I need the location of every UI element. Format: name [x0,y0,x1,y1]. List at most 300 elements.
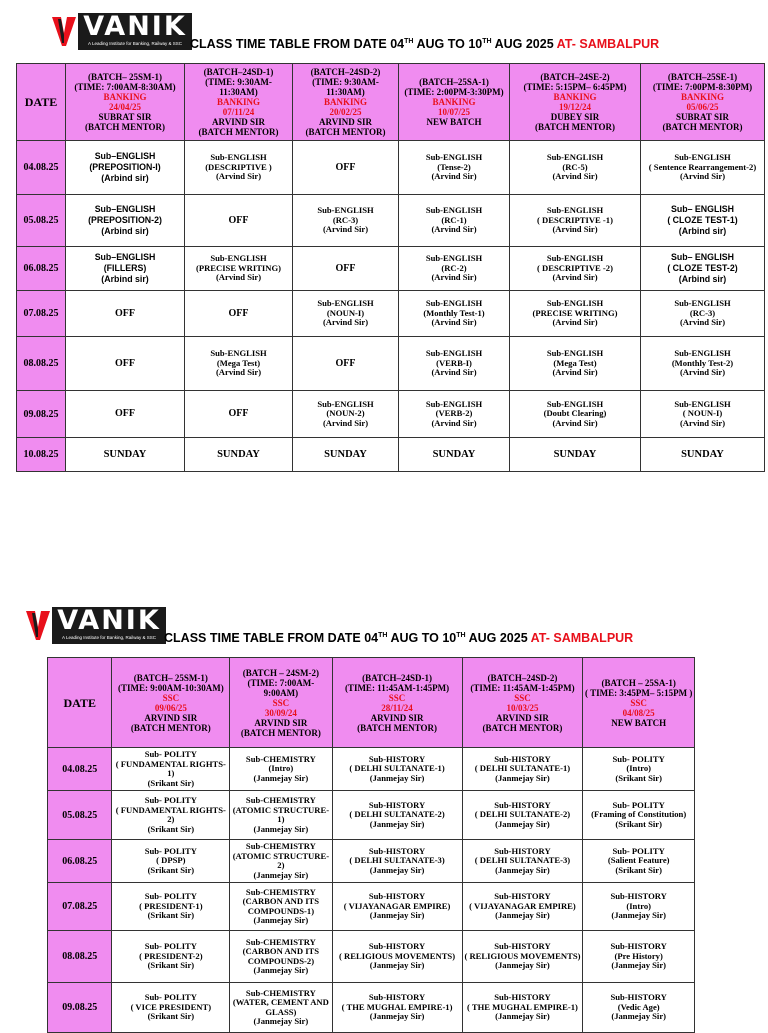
cell-line: (ATOMIC STRUCTURE-2) [232,850,330,870]
cell-line: Sub- POLITY [612,845,665,856]
batch-date: 05/06/25 [686,102,719,112]
cell-line: (Arvind Sir) [679,367,726,378]
cell-line: (Janmejay Sir) [369,910,425,921]
cell-line: ( RELIGIOUS MOVEMENTS) [339,950,456,961]
cell-line: (Arvind Sir) [552,417,598,428]
schedule-cell [112,840,230,883]
schedule-cell [399,291,510,337]
logo-v-emblem-icon [50,13,78,50]
batch-batch: (BATCH–24SE-2) [540,72,610,82]
cell-line: (Janmejay Sir) [495,818,550,829]
batch-date: 09/06/25 [154,702,187,713]
schedule-cell [332,883,462,931]
batch-date: 10/07/25 [437,107,470,117]
batch-role: (BATCH MENTOR) [535,122,615,132]
cell-line: SUNDAY [217,448,260,460]
cell-line: Sub-ENGLISH [317,398,374,409]
schedule-cell [230,983,332,1033]
cell-line: ( THE MUGHAL EMPIRE-1) [341,1001,453,1012]
cell-line: Sub-ENGLISH [546,253,604,264]
batch-time: (TIME: 7:00AM-9:00AM) [247,677,315,698]
cell-line: (Arvind Sir) [431,272,477,283]
schedule-cell [112,983,230,1033]
logo-wordmark: VANIK [57,605,161,636]
cell-line: (Mega Test) [216,357,261,368]
cell-line: Sub-HISTORY [494,799,551,810]
cell-line: OFF [228,307,249,319]
timetable-section-banking [16,13,764,472]
schedule-cell [112,791,230,840]
batch-mentor: NEW BATCH [426,117,482,127]
cell-line: ( NOUN-I) [682,408,723,419]
cell-line: Sub- POLITY [612,753,665,764]
cell-line: (PRECISE WRITING) [532,307,618,318]
cell-line: (Srikant Sir) [147,960,195,971]
row-date: 06.08.25 [48,840,112,883]
timetable-ssc [47,657,695,1033]
schedule-cell [583,840,695,883]
schedule-cell [185,141,293,195]
cell-line: (Arvind Sir) [431,317,477,328]
date-column-header: DATE [48,658,112,748]
schedule-cell [66,247,185,291]
batch-mentor: ARVIND SIR [212,117,265,127]
batch-batch: (BATCH–24SD-2) [487,672,558,683]
cell-line: (Janmejay Sir) [495,1011,550,1022]
cell-line: Sub–ENGLISH [94,252,156,262]
cell-line: (Arvind Sir) [552,317,598,328]
cell-line: (Srikant Sir) [147,864,195,875]
batch-batch: (BATCH–24SD-2) [310,67,381,77]
cell-line: (Mega Test) [553,357,597,368]
cell-line: (Arvind Sir) [552,272,598,283]
schedule-cell [293,337,399,391]
batch-date: 04/08/25 [622,707,655,718]
schedule-cell [185,247,293,291]
cell-line: Sub– ENGLISH [670,204,735,214]
table-row [17,337,765,391]
timetable-banking [16,63,765,472]
batch-date: 24/04/25 [108,102,141,112]
batch-time: (TIME: 5:15PM– 6:45PM) [523,82,627,92]
cell-line: ( VIJAYANAGAR EMPIRE) [469,900,576,911]
cell-line: (Janmejay Sir) [253,772,309,783]
cell-line: (Srikant Sir) [147,823,195,834]
schedule-cell [293,438,399,472]
cell-line: Sub-ENGLISH [674,348,731,359]
batch-mentor: SUBRAT SIR [98,112,152,122]
cell-line: Sub-ENGLISH [674,298,731,309]
table-row [48,791,695,840]
schedule-cell [462,748,583,791]
batch-type: BANKING [680,92,724,102]
cell-line: ( DESCRIPTIVE -2) [537,262,613,273]
schedule-cell [641,391,765,438]
row-date: 09.08.25 [17,391,66,438]
batch-time: ( TIME: 3:45PM– 5:15PM ) [585,687,693,698]
cell-line: Sub-ENGLISH [210,348,267,359]
cell-line: Sub–ENGLISH [94,151,156,161]
cell-line: Sub-HISTORY [494,753,551,764]
batch-type: BANKING [432,97,476,107]
schedule-cell [399,195,510,247]
cell-line: (Srikant Sir) [147,910,195,921]
batch-batch: (BATCH–24SD-1) [362,672,432,683]
table-row [48,931,695,983]
schedule-cell [462,931,583,983]
cell-line: Sub-ENGLISH [546,152,604,163]
schedule-cell [462,883,583,931]
schedule-cell [510,337,641,391]
cell-line: ( Sentence Rearrangement-2) [648,161,757,172]
cell-line: (Arvind Sir) [322,317,369,328]
schedule-cell [583,883,695,931]
cell-line: Sub-ENGLISH [674,398,731,409]
cell-line: OFF [115,357,135,369]
batch-time: (TIME: 2:00PM-3:30PM) [404,87,504,97]
cell-line: (Salient Feature) [607,855,670,866]
cell-line: (Janmejay Sir) [495,772,550,783]
batch-date: 19/12/24 [558,102,591,112]
cell-line: (Doubt Clearing) [543,408,607,419]
batch-time: (TIME: 9:30AM-11:30AM) [312,77,379,97]
cell-line: Sub-HISTORY [494,891,551,902]
schedule-cell [399,391,510,438]
cell-line: Sub-CHEMISTRY [245,841,316,851]
vanik-logo [50,13,192,50]
cell-line: Sub- POLITY [612,799,665,810]
row-date: 08.08.25 [48,931,112,983]
schedule-cell [399,141,510,195]
cell-line: Sub-HISTORY [494,992,551,1003]
cell-line: (Arvind Sir) [552,171,598,182]
batch-time: (TIME: 7:00PM-8:30PM) [652,82,753,92]
schedule-cell [185,391,293,438]
cell-line: Sub- POLITY [144,795,197,805]
cell-line: ( DELHI SULTANATE-3) [474,855,571,866]
cell-line: (Arvind Sir) [679,317,726,328]
batch-type: SSC [514,692,531,703]
table-row [17,291,765,337]
batch-type: BANKING [323,97,367,107]
schedule-cell [66,291,185,337]
cell-line: Sub- POLITY [144,891,197,902]
cell-line: (Tense-2) [437,161,471,172]
cell-line: Sub-HISTORY [610,992,667,1003]
batch-mentor: ARVIND SIR [254,717,308,728]
cell-line: (RC-3) [332,214,359,225]
cell-line: (Pre History) [614,950,663,961]
schedule-cell [462,983,583,1033]
cell-line: ( DESCRIPTIVE -1) [537,214,613,225]
cell-line: (VERB-2) [435,408,473,419]
cell-line: (Janmejay Sir) [253,1016,309,1026]
row-date: 04.08.25 [17,141,66,195]
cell-line: (Janmejay Sir) [611,1011,666,1022]
cell-line: Sub-HISTORY [610,891,667,902]
cell-line: (CARBON AND ITS COMPOUNDS-1) [242,896,320,916]
cell-line: Sub-HISTORY [368,799,426,810]
logo-tagline: A Leading Institute for Banking, Railway & SSC [61,635,157,640]
cell-line: (Janmejay Sir) [253,823,309,834]
batch-batch: (BATCH–25SE-1) [667,72,738,82]
cell-line: (Janmejay Sir) [495,960,550,971]
cell-line: Sub- POLITY [144,749,197,759]
batch-role: (BATCH MENTOR) [482,722,563,733]
cell-line: ( VICE PRESIDENT) [130,1001,212,1012]
cell-line: Sub-HISTORY [494,941,551,952]
schedule-cell [230,883,332,931]
batch-date: 20/02/25 [329,107,362,117]
batch-type: BANKING [216,97,260,107]
location-label: AT- SAMBALPUR [556,37,660,51]
schedule-cell [583,748,695,791]
cell-line: (Srikant Sir) [615,818,662,829]
schedule-cell [230,748,332,791]
schedule-cell [510,391,641,438]
cell-line: (RC-3) [689,307,716,318]
schedule-cell [641,195,765,247]
cell-line: OFF [335,357,356,369]
cell-line: Sub-ENGLISH [425,253,483,264]
table-row [17,141,765,195]
schedule-cell [462,840,583,883]
schedule-cell [112,748,230,791]
cell-line: Sub-ENGLISH [317,298,374,309]
cell-line: (Janmejay Sir) [369,864,425,875]
cell-line: (Arvind Sir) [215,272,262,283]
schedule-cell [399,438,510,472]
logo-wordmark: VANIK [83,11,187,42]
cell-line: (Arvind Sir) [679,171,726,182]
cell-line: Sub- POLITY [144,941,197,952]
cell-line: Sub-ENGLISH [425,205,483,216]
cell-line: Sub-CHEMISTRY [245,886,316,897]
cell-line: (Janmejay Sir) [369,1011,425,1022]
cell-line: SUNDAY [103,448,147,460]
batch-type: SSC [388,692,406,703]
schedule-cell [641,141,765,195]
cell-line: Sub-HISTORY [368,992,426,1003]
batch-mentor: ARVIND SIR [319,117,372,127]
cell-line: Sub-ENGLISH [546,398,604,409]
cell-line: (Intro) [626,763,652,774]
cell-line: (Srikant Sir) [147,1011,195,1022]
cell-line: ( DELHI SULTANATE-3) [349,855,445,866]
cell-line: Sub-ENGLISH [425,152,483,163]
cell-line: (PRECISE WRITING) [195,262,282,273]
cell-line: (Arvind Sir) [552,367,598,378]
batch-date: 10/03/25 [506,702,539,713]
cell-line: (RC-5) [562,161,588,172]
cell-line: OFF [228,408,249,420]
schedule-cell [583,983,695,1033]
batch-batch: (BATCH–24SD-1) [203,67,274,77]
batch-time: (TIME: 9:30AM-11:30AM) [205,77,272,97]
cell-line: ( DELHI SULTANATE-1) [474,763,571,774]
cell-line: Sub–ENGLISH [94,204,156,214]
cell-line: OFF [115,307,135,319]
batch-date: 28/11/24 [381,702,413,713]
cell-line: SUNDAY [681,448,724,460]
batch-type: BANKING [103,92,147,102]
cell-line: (Janmejay Sir) [253,869,309,880]
row-date: 07.08.25 [48,883,112,931]
cell-line: Sub-CHEMISTRY [245,987,316,998]
schedule-cell [230,931,332,983]
cell-line: (Arvind Sir) [431,171,477,182]
row-date: 06.08.25 [17,247,66,291]
batch-role: (BATCH MENTOR) [662,122,743,132]
batch-batch: (BATCH–25SA-1) [419,77,489,87]
cell-line: Sub-HISTORY [368,753,426,764]
batch-header [230,658,332,748]
cell-line: Sub-HISTORY [368,941,426,952]
batch-header [510,64,641,141]
batch-time: (TIME: 7:00AM-8:30AM) [74,82,176,92]
cell-line: ( DPSP) [156,855,186,866]
cell-line: (Janmejay Sir) [495,910,550,921]
schedule-cell [293,291,399,337]
cell-line: (Srikant Sir) [615,772,662,783]
row-date: 04.08.25 [48,748,112,791]
cell-line: (Framing of Constitution) [591,809,687,820]
cell-line: SUNDAY [324,448,367,460]
cell-line: Sub- POLITY [144,992,197,1003]
schedule-cell [230,791,332,840]
batch-mentor: ARVIND SIR [144,712,198,723]
cell-line: (ATOMIC STRUCTURE-1) [232,804,330,824]
cell-line: (Intro) [268,763,294,774]
cell-line: (NOUN-2) [326,408,365,419]
cell-line: ( PRESIDENT-1) [139,900,203,911]
logo-v-emblem-icon [24,607,52,644]
row-date: 08.08.25 [17,337,66,391]
batch-mentor: ARVIND SIR [495,712,549,723]
row-date: 09.08.25 [48,983,112,1033]
schedule-cell [66,337,185,391]
schedule-cell [510,195,641,247]
schedule-cell [641,247,765,291]
cell-line: (Arvind Sir) [431,224,477,235]
schedule-cell [583,931,695,983]
cell-line: Sub-CHEMISTRY [245,753,316,764]
section-header [16,13,764,63]
cell-line: OFF [115,408,135,420]
cell-line: (NOUN-I) [326,307,365,318]
batch-time: (TIME: 11:45AM-1:45PM) [470,682,575,693]
batch-type: SSC [162,692,180,703]
batch-role: (BATCH MENTOR) [130,722,211,733]
cell-line: (VERB-I) [436,357,472,368]
batch-type: SSC [630,697,647,708]
cell-line: Sub-ENGLISH [546,348,604,359]
cell-line: OFF [335,262,356,274]
cell-line: (Srikant Sir) [615,864,662,875]
cell-line: (CARBON AND ITS COMPOUNDS-2) [242,946,320,966]
cell-line: Sub-ENGLISH [210,152,267,163]
cell-line: (Arvind Sir) [215,367,262,378]
cell-line: (Arbind sir) [101,173,149,183]
cell-line: (Arbind sir) [678,274,727,284]
schedule-cell [332,748,462,791]
batch-header [583,658,695,748]
row-date: 10.08.25 [17,438,66,472]
cell-line: (DESCRIPTIVE ) [205,161,272,172]
cell-line: (Arbind sir) [101,274,149,284]
cell-line: Sub-ENGLISH [546,205,604,216]
schedule-cell [510,247,641,291]
cell-line: ( THE MUGHAL EMPIRE-1) [467,1001,578,1012]
cell-line: (Janmejay Sir) [253,965,309,975]
timetable-section-ssc [20,607,696,1033]
schedule-cell [399,247,510,291]
cell-line: ( VIJAYANAGAR EMPIRE) [343,900,451,911]
cell-line: (Monthly Test-2) [671,357,734,368]
schedule-cell [112,931,230,983]
schedule-cell [185,291,293,337]
cell-line: Sub-ENGLISH [425,298,483,309]
schedule-cell [399,337,510,391]
schedule-cell [641,291,765,337]
cell-line: (Janmejay Sir) [369,772,425,783]
batch-role: (BATCH MENTOR) [305,127,386,137]
schedule-cell [66,141,185,195]
cell-line: (Srikant Sir) [147,777,195,788]
batch-batch: (BATCH– 25SM-1) [133,672,208,683]
batch-batch: (BATCH – 24SM-2) [242,667,320,678]
table-row [17,247,765,291]
cell-line: (Arvind Sir) [322,417,369,428]
table-row [48,840,695,883]
schedule-cell [66,391,185,438]
cell-line: SUNDAY [553,448,597,460]
batch-mentor: SUBRAT SIR [676,112,729,122]
cell-line: (Arvind Sir) [215,171,262,182]
table-row [48,983,695,1033]
batch-header [185,64,293,141]
batch-role: (BATCH MENTOR) [85,122,165,132]
cell-line: (Janmejay Sir) [253,915,309,925]
schedule-cell [230,840,332,883]
schedule-cell [510,438,641,472]
cell-line: Sub-HISTORY [610,941,667,952]
cell-line: ( CLOZE TEST-1) [667,215,738,225]
schedule-cell [332,840,462,883]
cell-line: OFF [335,161,356,173]
location-label: AT- SAMBALPUR [530,631,634,645]
cell-line: (Vedic Age) [617,1001,660,1012]
batch-mentor: NEW BATCH [611,717,667,728]
schedule-cell [293,247,399,291]
schedule-cell [510,141,641,195]
cell-line: (WATER, CEMENT AND GLASS) [232,997,329,1017]
schedule-cell [112,883,230,931]
row-date: 05.08.25 [17,195,66,247]
page-title: CLASS TIME TABLE FROM DATE 04TH AUG TO 10TH AUG 2025 AT- SAMBALPUR [190,37,660,51]
cell-line: ( CLOZE TEST-2) [667,263,738,273]
cell-line: OFF [228,214,249,226]
cell-line: Sub-HISTORY [368,845,426,856]
schedule-cell [185,195,293,247]
cell-line: Sub-ENGLISH [210,253,267,264]
cell-line: ( DELHI SULTANATE-1) [349,763,445,774]
cell-line: (Arvind Sir) [679,417,726,428]
cell-line: ( RELIGIOUS MOVEMENTS) [464,950,581,961]
cell-line: (RC-1) [441,214,467,225]
cell-line: (Janmejay Sir) [495,864,550,875]
batch-time: (TIME: 9:00AM-10:30AM) [117,682,224,693]
